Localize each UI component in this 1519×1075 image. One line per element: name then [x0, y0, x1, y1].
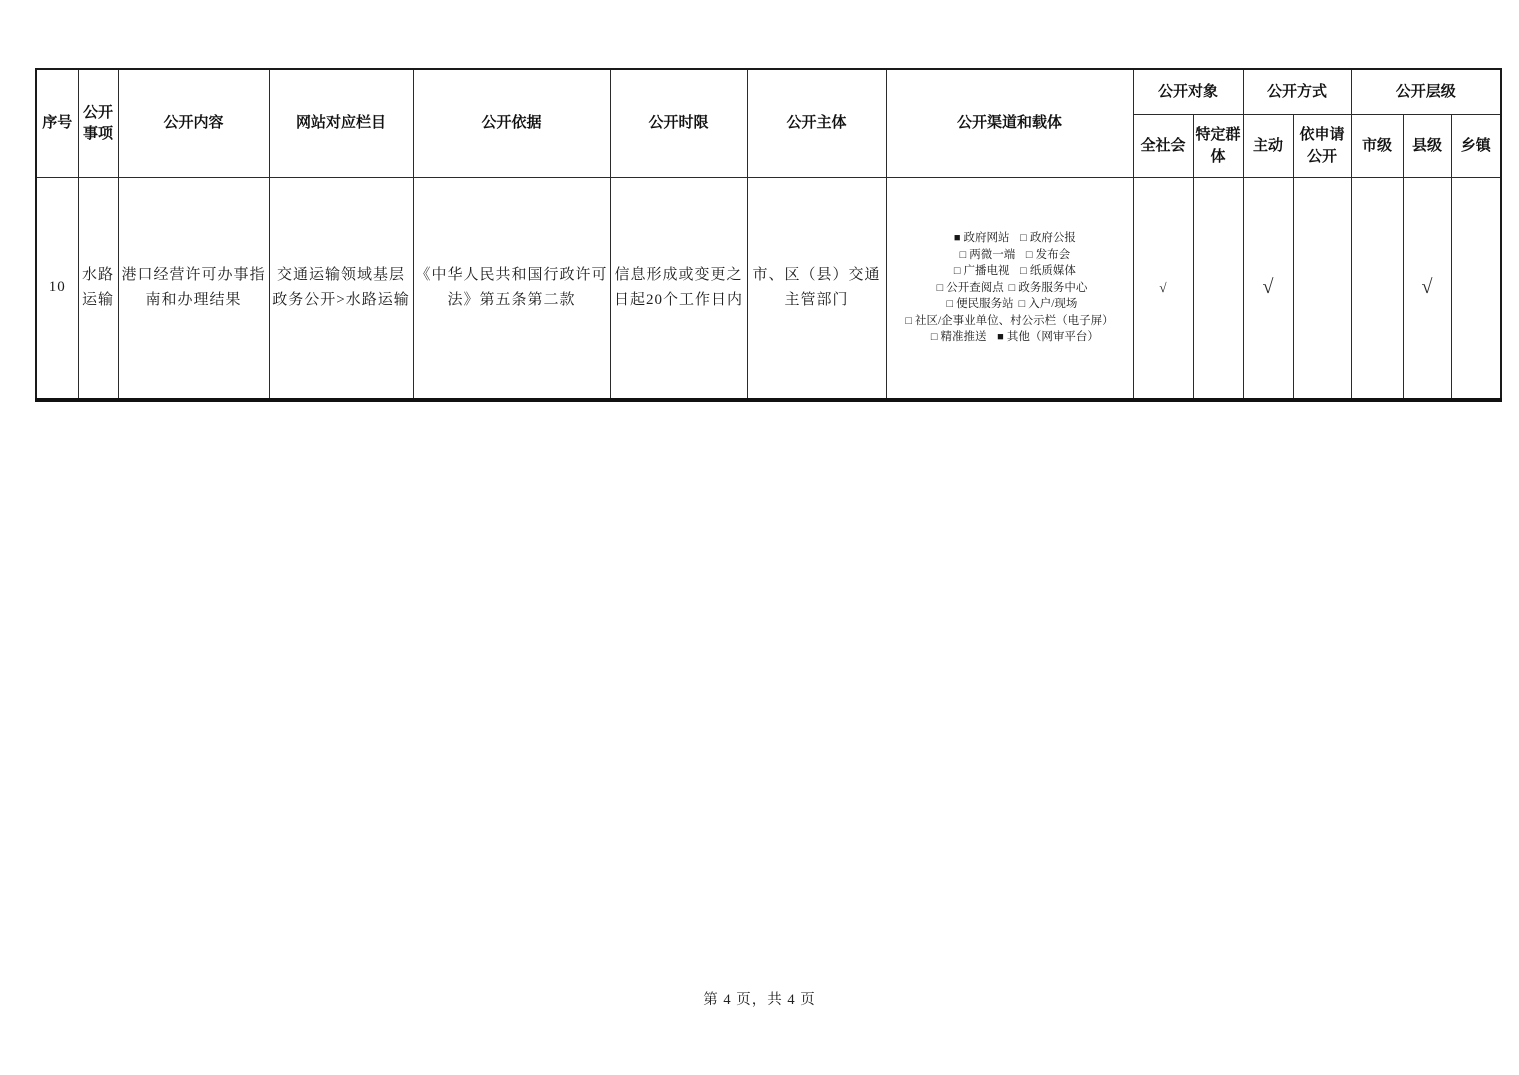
col-group-audience: 公开对象 — [1133, 69, 1243, 114]
cell-mark-county-level: √ — [1403, 177, 1451, 400]
cell-content: 港口经营许可办事指南和办理结果 — [118, 177, 269, 400]
checkbox-empty-icon: □ — [1020, 232, 1027, 244]
disclosure-table — [35, 68, 1502, 402]
page-number-footer: 第 4 页，共 4 页 — [703, 992, 816, 1008]
checkbox-empty-icon: □ — [959, 248, 967, 261]
channel-label: 社区/企事业单位、村公示栏（电子屏） — [914, 314, 1114, 327]
cell-mark-city-level — [1351, 177, 1403, 400]
col-header-whole-society: 全社会 — [1133, 114, 1193, 177]
channel-line — [889, 313, 1131, 330]
cell-subject: 市、区（县）交通主管部门 — [747, 177, 886, 400]
channel-label: 政府公报 — [1029, 232, 1076, 244]
channel-label: 入户/现场 — [1028, 298, 1078, 310]
channel-label: 纸质媒体 — [1029, 265, 1076, 277]
channel-line — [889, 230, 1131, 247]
checkbox-empty-icon: □ — [930, 331, 938, 343]
checkbox-empty-icon: □ — [1020, 265, 1027, 277]
channel-label: 精准推送 — [940, 331, 987, 343]
channel-line — [889, 280, 1131, 297]
checkbox-empty-icon: □ — [1008, 281, 1016, 294]
col-header-website: 网站对应栏目 — [269, 69, 413, 177]
col-header-specific-groups: 特定群体 — [1193, 114, 1243, 177]
col-header-basis: 公开依据 — [413, 69, 610, 177]
cell-basis: 《中华人民共和国行政许可法》第五条第二款 — [413, 177, 610, 400]
cell-mark-whole-society: √ — [1133, 177, 1193, 400]
col-header-subject: 公开主体 — [747, 69, 886, 177]
col-header-county-level: 县级 — [1403, 114, 1451, 177]
col-header-seq: 序号 — [36, 69, 78, 177]
col-header-city-level: 市级 — [1351, 114, 1403, 177]
channel-label: 发布会 — [1035, 248, 1071, 261]
cell-seq: 10 — [36, 177, 78, 400]
channel-label: 两微一端 — [969, 248, 1016, 261]
checkbox-empty-icon: □ — [936, 281, 944, 294]
channel-line — [889, 247, 1131, 264]
channel-label: 政务服务中心 — [1018, 281, 1088, 294]
channel-label: 便民服务站 — [956, 298, 1014, 310]
channel-label: 其他（网审平台） — [1006, 331, 1099, 343]
cell-website-column: 交通运输领域基层政务公开>水路运输 — [269, 177, 413, 400]
checkbox-filled-icon: ■ — [953, 232, 961, 244]
col-group-method: 公开方式 — [1243, 69, 1351, 114]
checkbox-empty-icon: □ — [1018, 298, 1026, 310]
col-header-upon-request: 依申请公开 — [1293, 114, 1351, 177]
channel-label: 公开查阅点 — [946, 281, 1004, 294]
col-header-township: 乡镇 — [1451, 114, 1501, 177]
cell-mark-specific-groups — [1193, 177, 1243, 400]
cell-time-limit: 信息形成或变更之日起20个工作日内 — [610, 177, 747, 400]
col-group-level: 公开层级 — [1351, 69, 1501, 114]
channel-label: 广播电视 — [963, 265, 1010, 277]
channel-line — [889, 329, 1131, 346]
cell-mark-township — [1451, 177, 1501, 400]
col-header-content: 公开内容 — [118, 69, 269, 177]
checkbox-empty-icon: □ — [946, 298, 954, 310]
col-header-proactive: 主动 — [1243, 114, 1293, 177]
cell-item: 水路运输 — [78, 177, 118, 400]
col-header-timelimit: 公开时限 — [610, 69, 747, 177]
channel-line — [889, 296, 1131, 313]
channel-label: 政府网站 — [963, 232, 1010, 244]
cell-mark-upon-request — [1293, 177, 1351, 400]
checkbox-filled-icon: ■ — [997, 331, 1004, 343]
checkbox-empty-icon: □ — [1025, 248, 1033, 261]
checkbox-empty-icon: □ — [953, 265, 961, 277]
cell-mark-proactive: √ — [1243, 177, 1293, 400]
table-row — [36, 177, 1501, 400]
channel-line — [889, 263, 1131, 280]
col-header-channels: 公开渠道和载体 — [886, 69, 1133, 177]
cell-channels — [886, 177, 1133, 400]
checkbox-empty-icon: □ — [905, 314, 912, 327]
col-header-item: 公开事项 — [78, 69, 118, 177]
